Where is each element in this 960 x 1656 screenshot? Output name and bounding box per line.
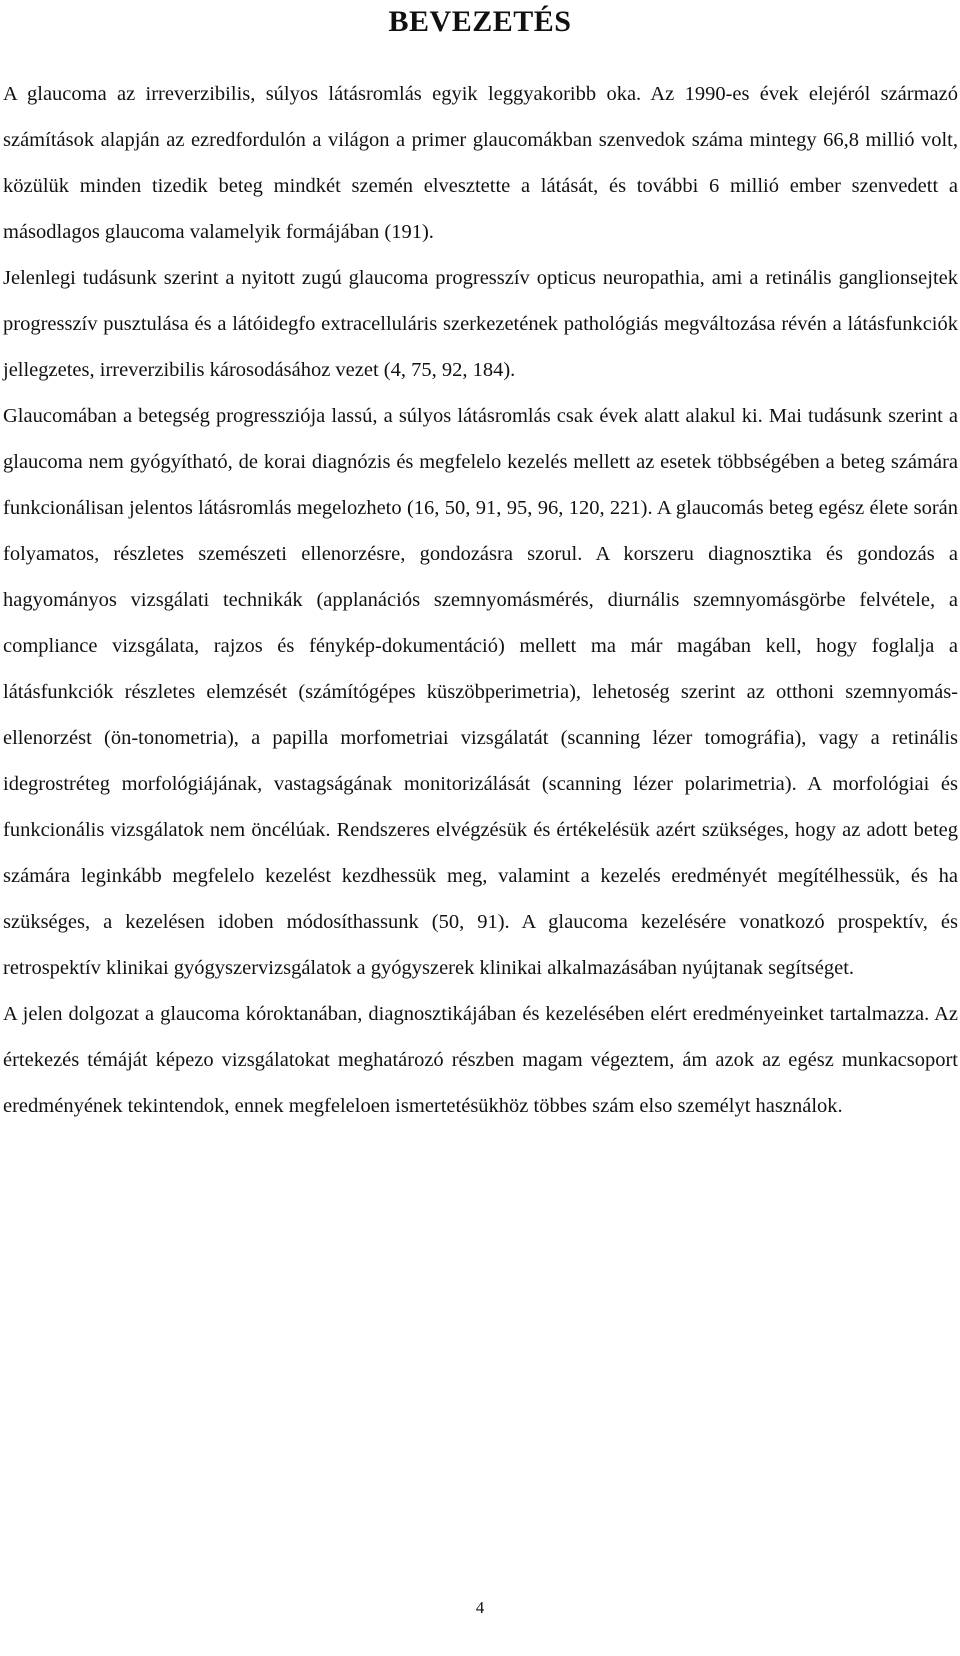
paragraph-intro: A glaucoma az irreverzibilis, súlyos látásromlás egyik leggyakoribb oka. Az 1990-es évek elejéról származó számítások alapján az ezredfordulón a világon a primer glaucomákban szenvedok száma mintegy 66,8 millió volt, közülük minden tizedik beteg mindkét szemén elvesztette a látását, és további 6 millió ember szenvedett a másodlagos glaucoma valamelyik formájában (191).	[3, 83, 958, 243]
paragraph-progression-and-diagnostics: Glaucomában a betegség progressziója lassú, a súlyos látásromlás csak évek alatt alakul ki. Mai tudásunk szerint a glaucoma nem gyógyítható, de korai diagnózis és megfelelo kezelés mellett az esetek többségében a beteg számára funkcionálisan jelentos látásromlás megelozheto (16, 50, 91, 95, 96, 120, 221). A glaucomás beteg egész élete során folyamatos, részletes szemészeti ellenorzésre, gondozásra szorul. A korszeru diagnosztika és gondozás a hagyományos vizsgálati technikák (applanációs szemnyomásmérés, diurnális szemnyomásgörbe felvétele, a compliance vizsgálata, rajzos és fénykép-dokumentáció) mellett ma már magában kell, hogy foglalja a látásfunkciók részletes elemzését (számítógépes küszöbperimetria), lehetoség szerint az otthoni szemnyomás-ellenorzést (ön-tonometria), a papilla morfometriai vizsgálatát (scanning lézer tomográfia), vagy a retinális idegrostréteg morfológiájának, vastagságának monitorizálását (scanning lézer polarimetria). A morfológiai és funkcionális vizsgálatok nem öncélúak. Rendszeres elvégzésük és értékelésük azért szükséges, hogy az adott beteg számára leginkább megfelelo kezelést kezdhessük meg, valamint a kezelés eredményét megítélhessük, és ha szükséges, a kezelésen idoben módosíthassunk (50, 91). A glaucoma kezelésére vonatkozó prospektív, és retrospektív klinikai gyógyszervizsgálatok a gyógyszerek klinikai alkalmazásában nyújtanak segítséget.	[3, 405, 958, 979]
paragraph-thesis-scope: A jelen dolgozat a glaucoma kóroktanában, diagnosztikájában és kezelésében elért eredményeinket tartalmazza. Az értekezés témáját képezo vizsgálatokat meghatározó részben magam végeztem, ám azok az egész munkacsoport eredményének tekintendok, ennek megfeleloen ismertetésükhöz többes szám elso személyt használok.	[3, 1003, 958, 1117]
page-title: BEVEZETÉS	[388, 5, 572, 38]
document-body	[3, 71, 958, 1129]
page-number: 4	[475, 1598, 485, 1617]
paragraph-current-knowledge: Jelenlegi tudásunk szerint a nyitott zugú glaucoma progresszív opticus neuropathia, ami a retinális ganglionsejtek progresszív pusztulása és a látóidegfo extracelluláris szerkezetének pathológiás megváltozása révén a látásfunkciók jellegzetes, irreverzibilis károsodásához vezet (4, 75, 92, 184).	[3, 267, 958, 381]
